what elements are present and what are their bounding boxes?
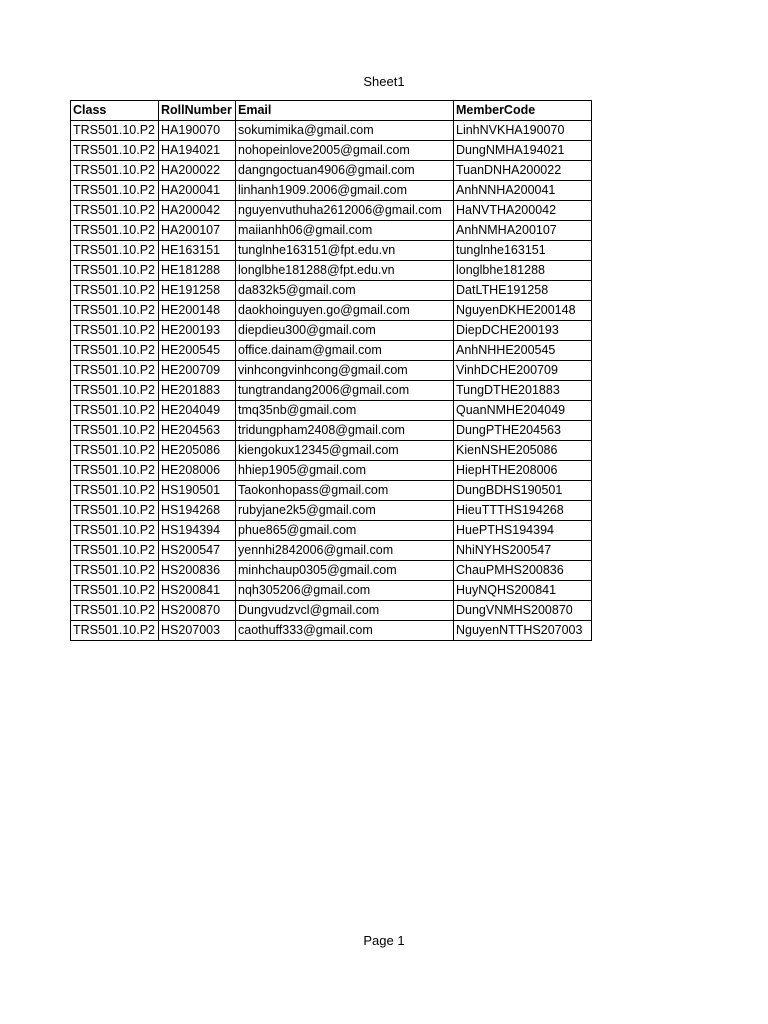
- cell-rollnumber: HA200042: [159, 201, 236, 221]
- table-row: [71, 581, 592, 601]
- cell-rollnumber: HE200148: [159, 301, 236, 321]
- cell-class: TRS501.10.P2: [71, 141, 159, 161]
- cell-class: TRS501.10.P2: [71, 581, 159, 601]
- cell-rollnumber: HE181288: [159, 261, 236, 281]
- cell-membercode: longlbhe181288: [454, 261, 592, 281]
- cell-email: minhchaup0305@gmail.com: [236, 561, 454, 581]
- cell-membercode: LinhNVKHA190070: [454, 121, 592, 141]
- cell-rollnumber: HS194394: [159, 521, 236, 541]
- cell-email: phue865@gmail.com: [236, 521, 454, 541]
- cell-email: Dungvudzvcl@gmail.com: [236, 601, 454, 621]
- cell-email: tridungpham2408@gmail.com: [236, 421, 454, 441]
- table-row: [71, 361, 592, 381]
- cell-membercode: TuanDNHA200022: [454, 161, 592, 181]
- table-row: [71, 381, 592, 401]
- cell-class: TRS501.10.P2: [71, 201, 159, 221]
- cell-rollnumber: HE163151: [159, 241, 236, 261]
- cell-rollnumber: HS190501: [159, 481, 236, 501]
- table-row: [71, 261, 592, 281]
- cell-membercode: DatLTHE191258: [454, 281, 592, 301]
- table-row: [71, 201, 592, 221]
- cell-email: vinhcongvinhcong@gmail.com: [236, 361, 454, 381]
- table-row: [71, 421, 592, 441]
- cell-class: TRS501.10.P2: [71, 161, 159, 181]
- cell-membercode: NguyenNTTHS207003: [454, 621, 592, 641]
- cell-class: TRS501.10.P2: [71, 541, 159, 561]
- table-row: [71, 481, 592, 501]
- cell-membercode: HuePTHS194394: [454, 521, 592, 541]
- header-email: Email: [236, 101, 454, 121]
- cell-class: TRS501.10.P2: [71, 421, 159, 441]
- cell-rollnumber: HA200041: [159, 181, 236, 201]
- cell-rollnumber: HE204563: [159, 421, 236, 441]
- table-row: [71, 561, 592, 581]
- cell-membercode: NhiNYHS200547: [454, 541, 592, 561]
- cell-membercode: AnhNNHA200041: [454, 181, 592, 201]
- cell-email: tunglnhe163151@fpt.edu.vn: [236, 241, 454, 261]
- cell-membercode: HaNVTHA200042: [454, 201, 592, 221]
- table-row: [71, 141, 592, 161]
- table-row: [71, 461, 592, 481]
- table-row: [71, 341, 592, 361]
- table-row: [71, 501, 592, 521]
- cell-class: TRS501.10.P2: [71, 181, 159, 201]
- table-row: [71, 441, 592, 461]
- cell-class: TRS501.10.P2: [71, 481, 159, 501]
- cell-email: sokumimika@gmail.com: [236, 121, 454, 141]
- cell-email: maiianhh06@gmail.com: [236, 221, 454, 241]
- cell-email: diepdieu300@gmail.com: [236, 321, 454, 341]
- cell-class: TRS501.10.P2: [71, 561, 159, 581]
- table-row: [71, 401, 592, 421]
- cell-class: TRS501.10.P2: [71, 281, 159, 301]
- cell-email: kiengokux12345@gmail.com: [236, 441, 454, 461]
- table-row: [71, 221, 592, 241]
- cell-rollnumber: HS200547: [159, 541, 236, 561]
- cell-membercode: HiepHTHE208006: [454, 461, 592, 481]
- cell-membercode: VinhDCHE200709: [454, 361, 592, 381]
- cell-email: hhiep1905@gmail.com: [236, 461, 454, 481]
- cell-membercode: DungVNMHS200870: [454, 601, 592, 621]
- page-footer: Page 1: [363, 933, 405, 948]
- table-row: [71, 601, 592, 621]
- cell-email: yennhi2842006@gmail.com: [236, 541, 454, 561]
- cell-membercode: NguyenDKHE200148: [454, 301, 592, 321]
- table-body: [71, 121, 592, 641]
- header-rollnumber: RollNumber: [159, 101, 236, 121]
- cell-membercode: AnhNHHE200545: [454, 341, 592, 361]
- cell-email: Taokonhopass@gmail.com: [236, 481, 454, 501]
- cell-rollnumber: HS200836: [159, 561, 236, 581]
- cell-email: daokhoinguyen.go@gmail.com: [236, 301, 454, 321]
- cell-rollnumber: HS200870: [159, 601, 236, 621]
- cell-email: tungtrandang2006@gmail.com: [236, 381, 454, 401]
- cell-rollnumber: HS200841: [159, 581, 236, 601]
- cell-email: longlbhe181288@fpt.edu.vn: [236, 261, 454, 281]
- cell-rollnumber: HS194268: [159, 501, 236, 521]
- cell-rollnumber: HE200193: [159, 321, 236, 341]
- cell-class: TRS501.10.P2: [71, 461, 159, 481]
- cell-class: TRS501.10.P2: [71, 121, 159, 141]
- cell-membercode: DiepDCHE200193: [454, 321, 592, 341]
- cell-membercode: TungDTHE201883: [454, 381, 592, 401]
- header-membercode: MemberCode: [454, 101, 592, 121]
- cell-class: TRS501.10.P2: [71, 521, 159, 541]
- cell-email: linhanh1909.2006@gmail.com: [236, 181, 454, 201]
- cell-rollnumber: HE191258: [159, 281, 236, 301]
- cell-membercode: DungNMHA194021: [454, 141, 592, 161]
- cell-email: da832k5@gmail.com: [236, 281, 454, 301]
- cell-membercode: KienNSHE205086: [454, 441, 592, 461]
- table-row: [71, 541, 592, 561]
- cell-membercode: tunglnhe163151: [454, 241, 592, 261]
- cell-rollnumber: HE200709: [159, 361, 236, 381]
- cell-membercode: HieuTTTHS194268: [454, 501, 592, 521]
- cell-membercode: ChauPMHS200836: [454, 561, 592, 581]
- cell-membercode: DungBDHS190501: [454, 481, 592, 501]
- cell-class: TRS501.10.P2: [71, 341, 159, 361]
- cell-rollnumber: HS207003: [159, 621, 236, 641]
- header-class: Class: [71, 101, 159, 121]
- cell-rollnumber: HA200022: [159, 161, 236, 181]
- cell-rollnumber: HE204049: [159, 401, 236, 421]
- cell-class: TRS501.10.P2: [71, 361, 159, 381]
- cell-rollnumber: HE201883: [159, 381, 236, 401]
- cell-rollnumber: HE200545: [159, 341, 236, 361]
- cell-class: TRS501.10.P2: [71, 501, 159, 521]
- cell-rollnumber: HE208006: [159, 461, 236, 481]
- table-row: [71, 161, 592, 181]
- table-row: [71, 181, 592, 201]
- table-row: [71, 301, 592, 321]
- table-row: [71, 121, 592, 141]
- cell-rollnumber: HA190070: [159, 121, 236, 141]
- cell-email: rubyjane2k5@gmail.com: [236, 501, 454, 521]
- table-row: [71, 241, 592, 261]
- member-table: [70, 100, 592, 641]
- header-row: [71, 101, 592, 121]
- cell-email: dangngoctuan4906@gmail.com: [236, 161, 454, 181]
- sheet-title: Sheet1: [363, 74, 405, 89]
- cell-class: TRS501.10.P2: [71, 401, 159, 421]
- table-row: [71, 621, 592, 641]
- cell-class: TRS501.10.P2: [71, 261, 159, 281]
- cell-membercode: HuyNQHS200841: [454, 581, 592, 601]
- cell-class: TRS501.10.P2: [71, 221, 159, 241]
- table-row: [71, 521, 592, 541]
- cell-email: nguyenvuthuha2612006@gmail.com: [236, 201, 454, 221]
- cell-class: TRS501.10.P2: [71, 441, 159, 461]
- cell-email: nqh305206@gmail.com: [236, 581, 454, 601]
- cell-email: nohopeinlove2005@gmail.com: [236, 141, 454, 161]
- table-row: [71, 281, 592, 301]
- cell-class: TRS501.10.P2: [71, 241, 159, 261]
- cell-email: caothuff333@gmail.com: [236, 621, 454, 641]
- cell-membercode: DungPTHE204563: [454, 421, 592, 441]
- cell-class: TRS501.10.P2: [71, 601, 159, 621]
- cell-email: tmq35nb@gmail.com: [236, 401, 454, 421]
- cell-rollnumber: HE205086: [159, 441, 236, 461]
- cell-membercode: AnhNMHA200107: [454, 221, 592, 241]
- table-row: [71, 321, 592, 341]
- cell-class: TRS501.10.P2: [71, 321, 159, 341]
- cell-membercode: QuanNMHE204049: [454, 401, 592, 421]
- cell-email: office.dainam@gmail.com: [236, 341, 454, 361]
- cell-class: TRS501.10.P2: [71, 621, 159, 641]
- cell-rollnumber: HA200107: [159, 221, 236, 241]
- cell-class: TRS501.10.P2: [71, 301, 159, 321]
- cell-class: TRS501.10.P2: [71, 381, 159, 401]
- cell-rollnumber: HA194021: [159, 141, 236, 161]
